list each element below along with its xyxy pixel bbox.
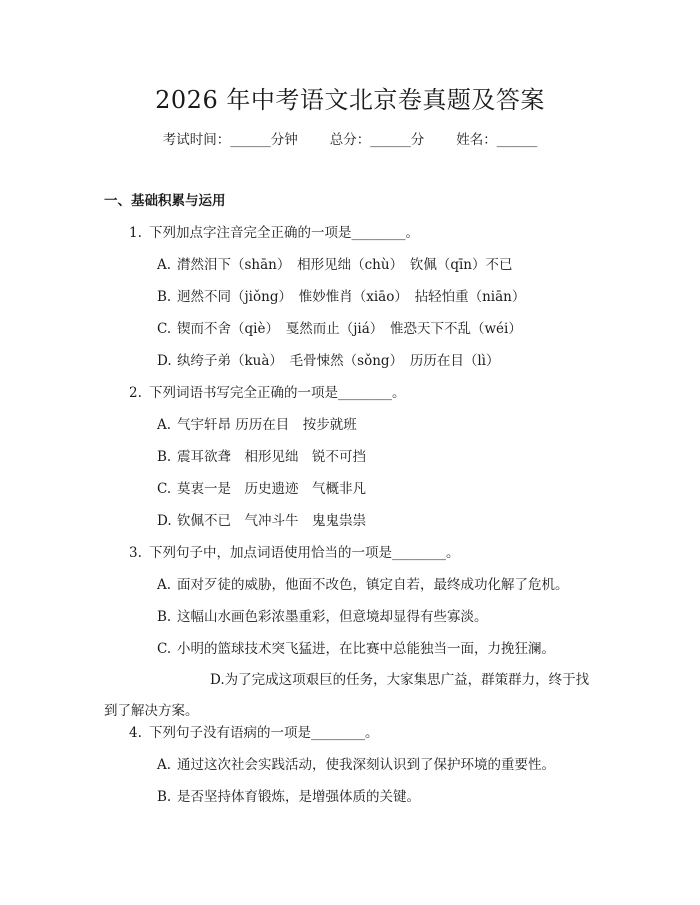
question-stem: [129, 383, 406, 403]
option-letter: A.: [157, 257, 172, 273]
question-number: 4.: [129, 725, 142, 741]
option-letter: A.: [157, 417, 172, 433]
answer-option: [157, 255, 512, 275]
option-text: 震耳欲聋 相形见绌 锐不可挡: [177, 449, 366, 465]
option-letter: B.: [157, 609, 172, 625]
question-number: 2.: [129, 385, 142, 401]
answer-option: [157, 319, 522, 339]
question-text: 下列加点字注音完全正确的一项是________。: [149, 225, 419, 241]
answer-option: [157, 639, 555, 659]
question-number: 3.: [129, 545, 142, 561]
section-heading: 一、基础积累与运用: [104, 193, 226, 209]
exam-meta: [0, 130, 700, 150]
option-letter: A.: [157, 757, 172, 773]
option-text: 钦佩不已 气冲斗牛 鬼鬼祟祟: [177, 513, 366, 529]
option-letter: C.: [157, 641, 172, 657]
exam-time-field: 考试时间：______分钟: [162, 132, 298, 148]
option-letter: D.: [157, 353, 172, 369]
question-number: 1.: [129, 225, 142, 241]
option-letter: C.: [157, 321, 172, 337]
option-text: 潸然泪下（shān） 相形见绌（chù） 钦佩（qīn）不已: [177, 257, 513, 273]
answer-option: [157, 755, 555, 775]
answer-option: [157, 447, 366, 467]
option-text: 为了完成这项艰巨的任务，大家集思广益，群策群力，终于找到了解决方案。: [104, 672, 590, 719]
option-text: 是否坚持体育锻炼，是增强体质的关键。: [177, 789, 420, 805]
option-text: 气宇轩昂 历历在目 按步就班: [177, 417, 357, 433]
page-title: 2026 年中考语文北京卷真题及答案: [155, 86, 545, 114]
option-letter: A.: [157, 577, 172, 593]
student-name-field: 姓名：______: [456, 132, 538, 148]
question-text: 下列句子中，加点词语使用恰当的一项是________。: [149, 545, 460, 561]
option-text: 通过这次社会实践活动，使我深刻认识到了保护环境的重要性。: [177, 757, 555, 773]
question-stem: [129, 223, 419, 243]
option-text: 纨绔子弟（kuà） 毛骨悚然（sǒng） 历历在目（lì）: [177, 353, 500, 369]
answer-option: [157, 575, 569, 595]
option-letter: D.: [210, 672, 225, 688]
answer-option: [157, 351, 499, 371]
answer-option: [157, 479, 366, 499]
answer-option: [157, 415, 357, 435]
option-text: 小明的篮球技术突飞猛进，在比赛中总能独当一面，力挽狂澜。: [177, 641, 555, 657]
option-letter: B.: [157, 289, 172, 305]
answer-option: [157, 287, 525, 307]
total-score-field: 总分：______分: [329, 132, 425, 148]
option-letter: C.: [157, 481, 172, 497]
question-stem: [129, 543, 460, 563]
option-text: 莫衷一是 历史遗迹 气概非凡: [177, 481, 366, 497]
option-text: 这幅山水画色彩浓墨重彩，但意境却显得有些寡淡。: [177, 609, 488, 625]
question-stem: [129, 723, 379, 743]
answer-option: [157, 511, 366, 531]
option-text: 锲而不舍（qiè） 戛然而止（jiá） 惟恐天下不乱（wéi）: [177, 321, 522, 337]
option-text: 迥然不同（jiǒng） 惟妙惟肖（xiāo） 拈轻怕重（niān）: [177, 289, 526, 305]
option-letter: B.: [157, 789, 172, 805]
answer-option: [104, 665, 600, 727]
answer-option: [157, 787, 420, 807]
option-letter: D.: [157, 513, 172, 529]
option-letter: B.: [157, 449, 172, 465]
question-text: 下列句子没有语病的一项是________。: [149, 725, 379, 741]
option-text: 面对歹徒的威胁，他面不改色，镇定自若，最终成功化解了危机。: [177, 577, 569, 593]
question-text: 下列词语书写完全正确的一项是________。: [149, 385, 406, 401]
answer-option: [157, 607, 488, 627]
